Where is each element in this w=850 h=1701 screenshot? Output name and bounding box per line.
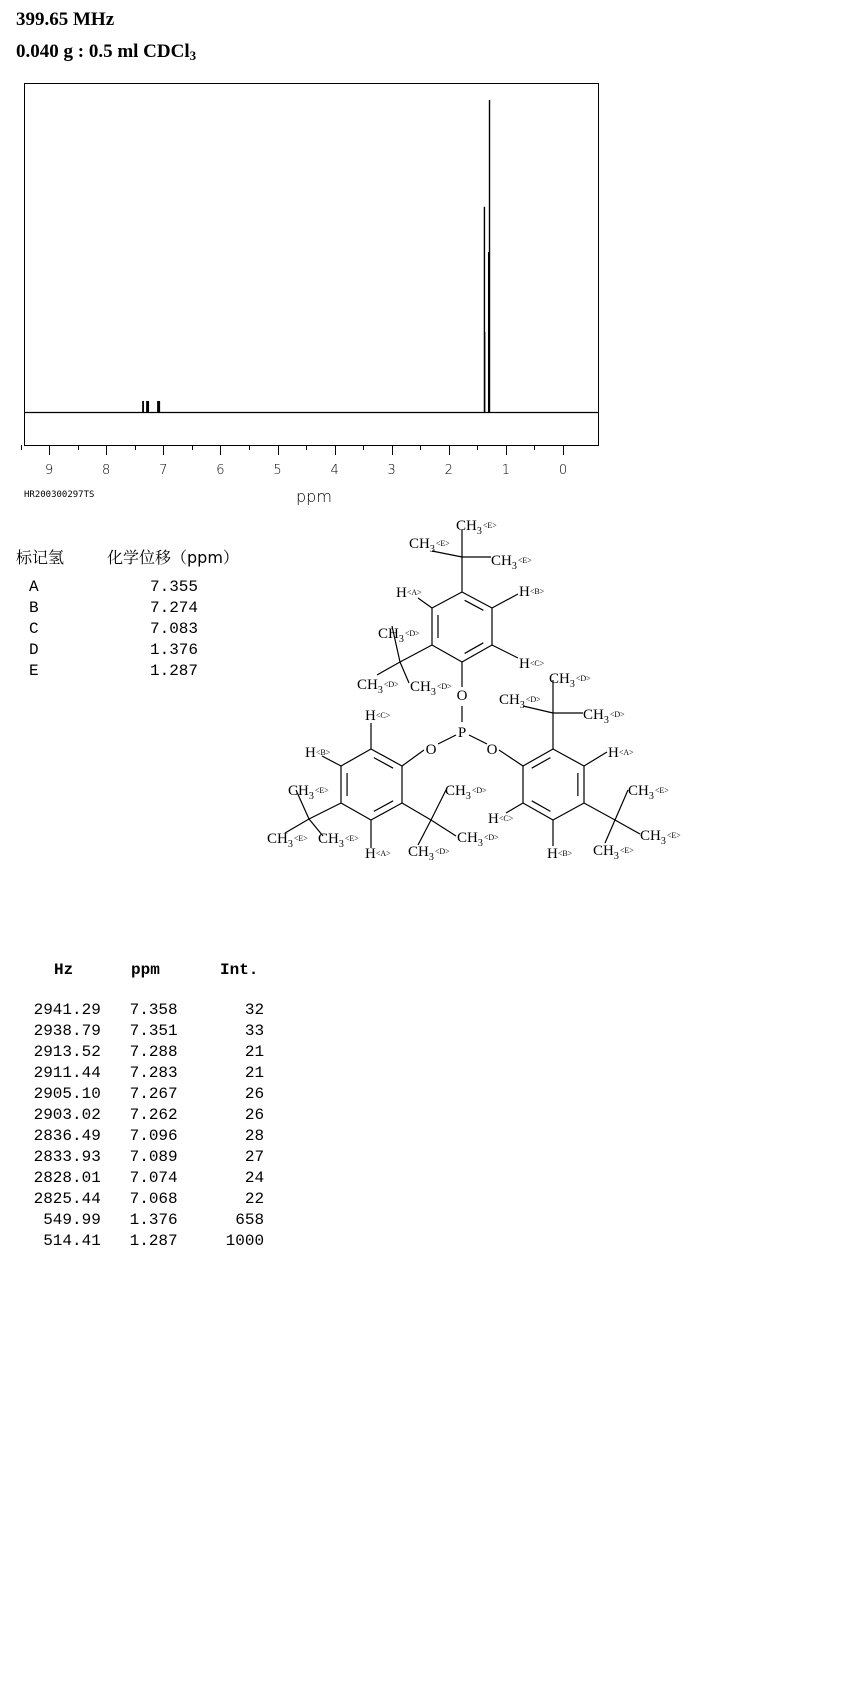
peak-row: 514.41 1.287 1000	[24, 1232, 265, 1250]
methyl-label: $CH_3^{<D>}$	[499, 692, 541, 711]
sample-text: 0.040 g : 0.5 ml CDCl	[16, 41, 190, 62]
chemical-shift: 7.083	[150, 620, 199, 638]
peak-row: 2913.52 7.288 21	[24, 1043, 265, 1061]
sample-subscript: 3	[189, 48, 197, 63]
peak-header-hz: Hz	[54, 961, 74, 979]
tick-label: 0	[558, 463, 568, 478]
hydrogen-label: H<B>	[547, 846, 573, 862]
tick-label: 2	[444, 463, 453, 478]
hydrogen-label: H<A>	[365, 846, 391, 862]
peak-row: 2938.79 7.351 33	[24, 1022, 265, 1040]
methyl-label: $CH_3^{<E>}$	[318, 831, 359, 850]
methyl-label: $CH_3^{<E>}$	[267, 831, 308, 850]
methyl-label: $CH_3^{<E>}$	[491, 553, 532, 572]
methyl-label: $CH_3^{<E>}$	[409, 536, 450, 555]
peak-row: 2833.93 7.089 27	[24, 1148, 265, 1166]
peak-row: 2941.29 7.358 32	[24, 1001, 265, 1019]
peak-row: 2905.10 7.267 26	[24, 1085, 265, 1103]
hydrogen-label: H<C>	[519, 656, 545, 672]
hydrogen-label: H<B>	[519, 584, 545, 600]
hydrogen-label: H<B>	[305, 745, 331, 761]
tick-label: 3	[387, 463, 396, 478]
peak-row: 2825.44 7.068 22	[24, 1190, 265, 1208]
peak-header-ppm: ppm	[131, 961, 160, 979]
tick-label: 7	[159, 463, 168, 478]
methyl-label: $CH_3^{<E>}$	[593, 843, 634, 862]
methyl-label: $CH_3^{<D>}$	[410, 679, 452, 698]
proton-label: E	[29, 662, 39, 680]
peak-header-int: Int.	[220, 961, 259, 979]
chemical-shift: 1.376	[150, 641, 199, 659]
hydrogen-label: H<C>	[488, 811, 514, 827]
tick-label: 5	[273, 463, 282, 478]
peak-row: 2903.02 7.262 26	[24, 1106, 265, 1124]
methyl-label: $CH_3^{<D>}$	[457, 830, 499, 849]
peak-row: 2828.01 7.074 24	[24, 1169, 265, 1187]
chemical-shift: 7.274	[150, 599, 199, 617]
methyl-label: $CH_3^{<D>}$	[408, 844, 450, 863]
tick-label: 1	[501, 463, 511, 478]
tick-label: 6	[216, 463, 225, 478]
peak-row: 2911.44 7.283 21	[24, 1064, 265, 1082]
oxygen-atom: O	[486, 742, 498, 758]
methyl-label: $CH_3^{<D>}$	[445, 783, 487, 802]
proton-label: B	[29, 599, 39, 617]
methyl-label: $CH_3^{<D>}$	[357, 677, 399, 696]
proton-label: A	[29, 578, 39, 596]
methyl-label: $CH_3^{<D>}$	[583, 707, 625, 726]
proton-label: C	[29, 620, 39, 638]
assign-header-label: 标记氢	[16, 548, 65, 567]
x-axis-label: ppm	[296, 487, 332, 506]
hydrogen-label: H<A>	[396, 585, 422, 601]
chemical-shift: 7.355	[150, 578, 199, 596]
hydrogen-label: H<A>	[608, 745, 634, 761]
chemical-shift: 1.287	[150, 662, 199, 680]
tick-label: 8	[102, 463, 111, 478]
oxygen-atom: O	[425, 742, 437, 758]
methyl-label: $CH_3^{<E>}$	[288, 783, 329, 802]
methyl-label: $CH_3^{<E>}$	[456, 518, 497, 537]
frequency-title: 399.65 MHz	[16, 9, 115, 30]
proton-label: D	[29, 641, 39, 659]
peak-row: 549.99 1.376 658	[24, 1211, 265, 1229]
oxygen-atom: O	[456, 688, 468, 704]
methyl-label: $CH_3^{<D>}$	[378, 626, 420, 645]
tick-label: 9	[44, 463, 54, 478]
phosphorus-atom: P	[457, 725, 467, 741]
spectrum-id: HR200300297TS	[24, 490, 95, 500]
hydrogen-label: H<C>	[365, 708, 391, 724]
methyl-label: $CH_3^{<E>}$	[628, 783, 669, 802]
methyl-label: $CH_3^{<D>}$	[549, 671, 591, 690]
methyl-label: $CH_3^{<E>}$	[640, 828, 681, 847]
tick-label: 4	[330, 463, 339, 478]
assign-header-shift: 化学位移（ppm）	[107, 548, 239, 567]
peak-row: 2836.49 7.096 28	[24, 1127, 265, 1145]
